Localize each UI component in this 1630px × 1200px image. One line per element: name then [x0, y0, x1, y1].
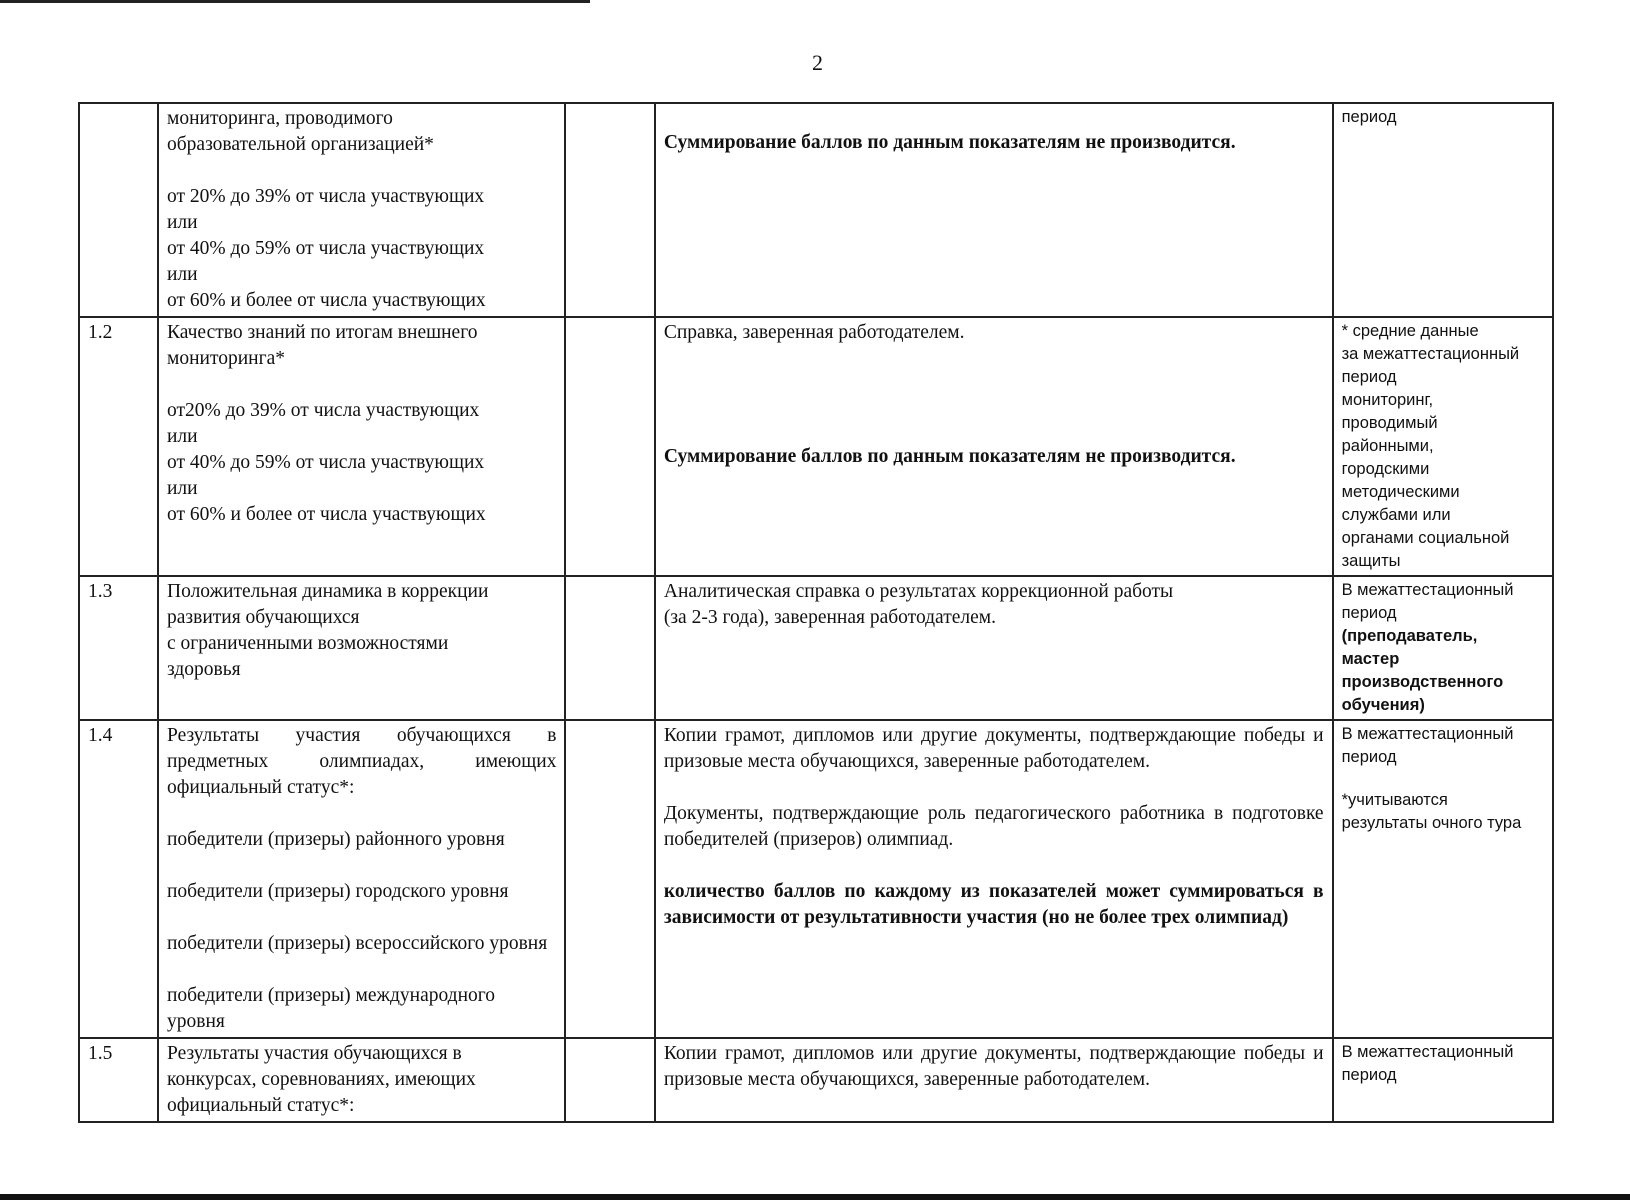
indicator-line: образовательной организацией* — [167, 134, 434, 155]
level-line: от 60% и более от числа участвующих — [167, 504, 486, 525]
note-line: * средние данные — [1341, 322, 1479, 340]
note-line: городскими — [1341, 460, 1430, 478]
indicator-line: мониторинга* — [167, 348, 285, 369]
note-cell — [1333, 317, 1553, 576]
note-line-bold: (преподаватель, — [1341, 627, 1478, 645]
score-cell — [565, 103, 654, 317]
note-line: В межаттестационный — [1341, 581, 1514, 599]
table-row — [79, 1038, 1553, 1122]
row-number — [79, 103, 158, 317]
bottom-scan-rule — [0, 1194, 1630, 1200]
note-cell — [1333, 1038, 1553, 1122]
row-number: 1.5 — [79, 1038, 158, 1122]
table-row — [79, 317, 1553, 576]
evidence-cell — [655, 720, 1333, 1038]
level-line: победители (призеры) городского уровня — [167, 881, 509, 902]
note-line: В межаттестационный — [1341, 1043, 1514, 1061]
note-line: период — [1341, 108, 1397, 126]
note-line-bold: обучения) — [1341, 696, 1425, 714]
evidence-paragraph: Копии грамот, дипломов или другие документы, подтверждающие победы и призовые места обучающихся, заверенные работодателем. — [663, 1043, 1324, 1090]
indicator-cell — [158, 576, 565, 720]
level-line: победители (призеры) международного уровня — [167, 985, 496, 1032]
criteria-table — [78, 102, 1554, 1123]
row-number: 1.4 — [79, 720, 158, 1038]
indicator-line: Качество знаний по итогам внешнего — [167, 322, 478, 343]
note-line: за межаттестационный — [1341, 345, 1520, 363]
note-line: методическими — [1341, 483, 1460, 501]
score-cell — [565, 576, 654, 720]
level-line: от20% до 39% от числа участвующих — [167, 400, 480, 421]
note-line-bold: производственного — [1341, 673, 1504, 691]
indicator-cell — [158, 720, 565, 1038]
row-number: 1.2 — [79, 317, 158, 576]
level-line: от 40% до 59% от числа участвующих — [167, 238, 485, 259]
note-line: период — [1341, 1066, 1397, 1084]
indicator-cell — [158, 1038, 565, 1122]
evidence-text: Аналитическая справка о результатах коррекционной работы — [663, 581, 1174, 602]
note-line-bold: мастер — [1341, 650, 1400, 668]
score-cell — [565, 1038, 654, 1122]
note-line: период — [1341, 368, 1397, 386]
level-line: победители (призеры) районного уровня — [167, 829, 505, 850]
evidence-bold-note: Суммирование баллов по данным показателям не производится. — [663, 446, 1236, 467]
indicator-line: здоровья — [167, 659, 241, 680]
table-row — [79, 720, 1553, 1038]
level-line: или — [167, 264, 198, 285]
note-line: период — [1341, 604, 1397, 622]
note-line: проводимый — [1341, 414, 1438, 432]
note-line: В межаттестационный — [1341, 725, 1514, 743]
indicator-line: официальный статус*: — [167, 1095, 355, 1116]
indicator-cell — [158, 103, 565, 317]
evidence-cell — [655, 103, 1333, 317]
note-line: службами или — [1341, 506, 1451, 524]
note-cell — [1333, 103, 1553, 317]
indicator-line: Положительная динамика в коррекции — [167, 581, 489, 602]
indicator-line: мониторинга, проводимого — [167, 108, 393, 129]
level-line: или — [167, 426, 198, 447]
evidence-cell — [655, 576, 1333, 720]
evidence-paragraph: Копии грамот, дипломов или другие документы, подтверждающие победы и призовые места обучающихся, заверенные работодателем. — [663, 725, 1324, 772]
table-row — [79, 103, 1553, 317]
note-cell — [1333, 720, 1553, 1038]
level-line: от 20% до 39% от числа участвующих — [167, 186, 485, 207]
indicator-line: развития обучающихся — [167, 607, 360, 628]
note-line: период — [1341, 748, 1397, 766]
level-line: от 40% до 59% от числа участвующих — [167, 452, 485, 473]
note-line: защиты — [1341, 552, 1401, 570]
level-line: от 60% и более от числа участвующих — [167, 290, 486, 311]
note-line: мониторинг, — [1341, 391, 1434, 409]
score-cell — [565, 317, 654, 576]
note-line: районными, — [1341, 437, 1434, 455]
indicator-head: Результаты участия обучающихся в предметных олимпиадах, имеющих официальный статус*: — [167, 725, 557, 798]
evidence-bold-note: Суммирование баллов по данным показателям не производится. — [663, 132, 1236, 153]
level-line: победители (призеры) всероссийского уровня — [167, 933, 548, 954]
indicator-cell — [158, 317, 565, 576]
evidence-cell — [655, 1038, 1333, 1122]
note-line: результаты очного тура — [1341, 814, 1522, 832]
top-scan-rule — [0, 0, 590, 3]
evidence-text: (за 2-3 года), заверенная работодателем. — [663, 607, 996, 628]
level-line: или — [167, 212, 198, 233]
evidence-cell — [655, 317, 1333, 576]
score-cell — [565, 720, 654, 1038]
indicator-line: Результаты участия обучающихся в — [167, 1043, 462, 1064]
indicator-line: конкурсах, соревнованиях, имеющих — [167, 1069, 476, 1090]
evidence-paragraph: Документы, подтверждающие роль педагогического работника в подготовке победителей (призеров) олимпиад. — [663, 803, 1324, 850]
row-number: 1.3 — [79, 576, 158, 720]
level-line: или — [167, 478, 198, 499]
evidence-bold-note: количество баллов по каждому из показателей может суммироваться в зависимости от результативности участия (но не более трех олимпиад) — [663, 881, 1324, 928]
page-number: 2 — [812, 50, 823, 75]
note-cell — [1333, 576, 1553, 720]
evidence-text: Справка, заверенная работодателем. — [663, 322, 965, 343]
table-row — [79, 576, 1553, 720]
note-line: органами социальной — [1341, 529, 1510, 547]
note-line: *учитываются — [1341, 791, 1448, 809]
indicator-line: с ограниченными возможностями — [167, 633, 449, 654]
